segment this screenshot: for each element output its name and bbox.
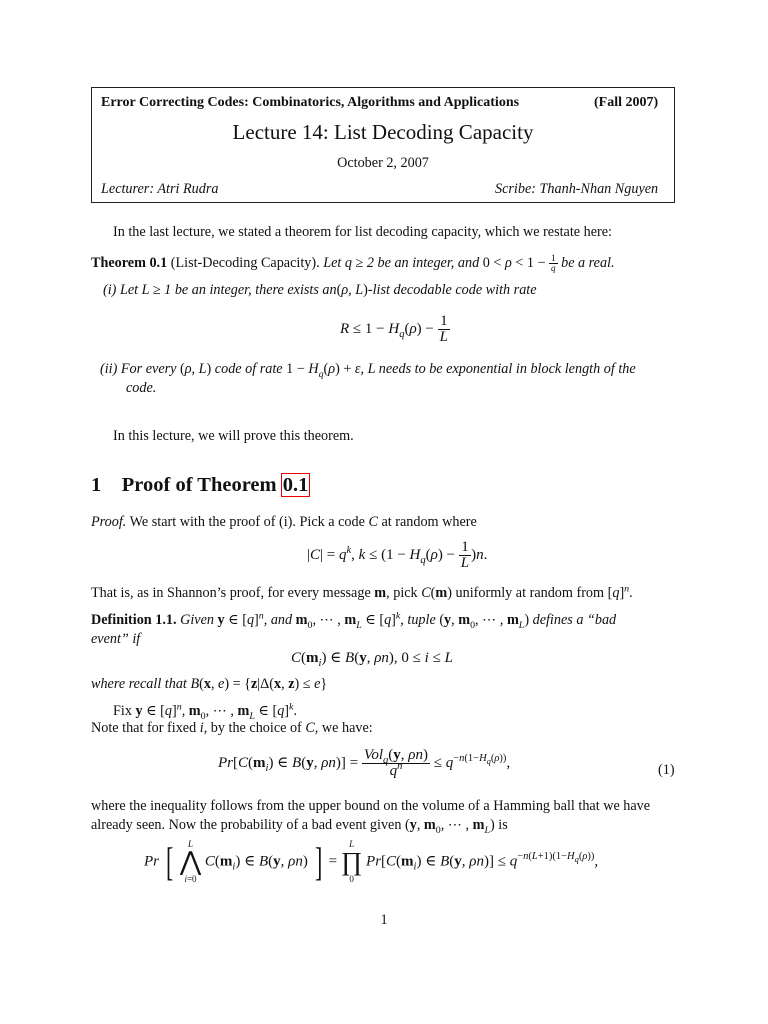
math-L-geq-1: L ≥ 1	[141, 282, 172, 298]
section-heading	[91, 475, 309, 496]
course-title: Error Correcting Codes: Combinatorics, Algorithms and Applications	[101, 95, 520, 110]
math-q-geq-2: q ≥ 2	[344, 254, 374, 271]
scribe: Scribe: Thanh-Nhan Nguyen	[495, 181, 659, 197]
intro-paragraph: In the last lecture, we stated a theorem for list decoding capacity, which we restate here:	[113, 224, 612, 240]
math-rate-expr: $1 - H_q(\rho) + \varepsilon$, L	[286, 361, 376, 380]
theorem-part-i: (i) Let L ≥ 1 be an integer, there exists an(ρ, L)-list decodable code with rate	[103, 282, 537, 298]
lecturer: Lecturer: Atri Rudra	[101, 181, 219, 197]
definition-label: Definition 1.1.	[91, 612, 177, 628]
course-term: (Fall 2007)	[594, 95, 659, 110]
lecture-title: Lecture 14: List Decoding Capacity	[232, 120, 534, 144]
recall-line: where recall that B(x, e) = {z|Δ(x, z) ≤ e}	[91, 676, 328, 692]
theorem-ref-link[interactable]: 0.1	[282, 474, 309, 496]
after-eq1-line1: where the inequality follows from the upper bound on the volume of a Hamming ball that we have	[91, 798, 651, 814]
math-rho-L: (ρ, L)	[336, 282, 368, 298]
page-number: 1	[380, 912, 388, 928]
intro2-paragraph: In this lecture, we will prove this theorem.	[113, 428, 354, 444]
theorem-label: Theorem 0.1	[91, 254, 168, 271]
math-rho-range: 0 < ρ < 1 − $\frac{1}{q}$	[482, 253, 556, 273]
equation-bad-event: $C(m_i)$ ∈ B(y, ρn), 0 ≤ i ≤ L	[291, 650, 453, 669]
proof-label: Proof.	[91, 514, 127, 530]
fix-line: Fix y ∈ $[q]^n$, $m_0$, ⋯ , $m_L$ ∈ $[q]^k$.	[113, 701, 297, 722]
theorem-statement: Theorem 0.1 (List-Decoding Capacity). Let q ≥ 2 be an integer, and 0 < ρ < 1 − $\frac{1}{q}$ be a real.	[91, 253, 615, 273]
equation-code-size: $|C| = q^k$, $k \le (1 - H_q(\rho)$ − $\frac{1}{L}$ )n.	[307, 539, 488, 571]
definition-statement: Definition 1.1. Given y ∈ $[q]^n$, and $m_0$, ⋯ , $m_L$ ∈ $[q]^k$, tuple (y, $m_0$, ⋯ , $m_L$) defines a “bad	[91, 610, 617, 631]
theorem-name: (List-Decoding Capacity).	[170, 254, 320, 271]
proof-intro: Proof. We start with the proof of (i). Pick a code C at random where	[91, 514, 477, 530]
note-line: Note that for fixed i, by the choice of C, we have:	[91, 720, 373, 736]
lecture-date: October 2, 2007	[337, 155, 429, 171]
equation-bad-event-probability: Pr [ L ⋀ i=0 $C(m_i)$ ∈ B(y, ρn) ] = L ∏ 0 $Pr[C(m_i)$ ∈ B(y, $\rho n)] \le q^{-n(L+1)(1-H_q(\rho))}$,	[144, 839, 599, 884]
section-title: Proof of Theorem	[121, 474, 277, 496]
equation-rate-bound: $R \le 1 - H_q(\rho)$ − $\frac{1}{L}$	[340, 313, 448, 345]
theorem-part-ii-cont: code.	[126, 380, 157, 396]
theorem-part-ii: (ii) For every (ρ, L) code of rate $1 - H_q(\rho) + \varepsilon$, L needs to be exponential in block length of the	[100, 361, 636, 380]
definition-cont: event” if	[91, 631, 141, 647]
section-number: 1	[91, 474, 102, 496]
shannon-paragraph: That is, as in Shannon’s proof, for every message m, pick C(m) uniformly at random from $[q]^n$.	[91, 583, 633, 601]
equation-1-number: (1)	[658, 762, 675, 778]
equation-1: $Pr[C(m_i)$ ∈ B(y, ρn)] = $\frac{Vol_q(y, \rho n)}{q^n}$ ≤ $q^{-n(1-H_q(\rho))}$,	[218, 747, 511, 779]
after-eq1-line2: already seen. Now the probability of a bad event given (y, $m_0$, ⋯ , $m_L$) is	[91, 817, 508, 836]
